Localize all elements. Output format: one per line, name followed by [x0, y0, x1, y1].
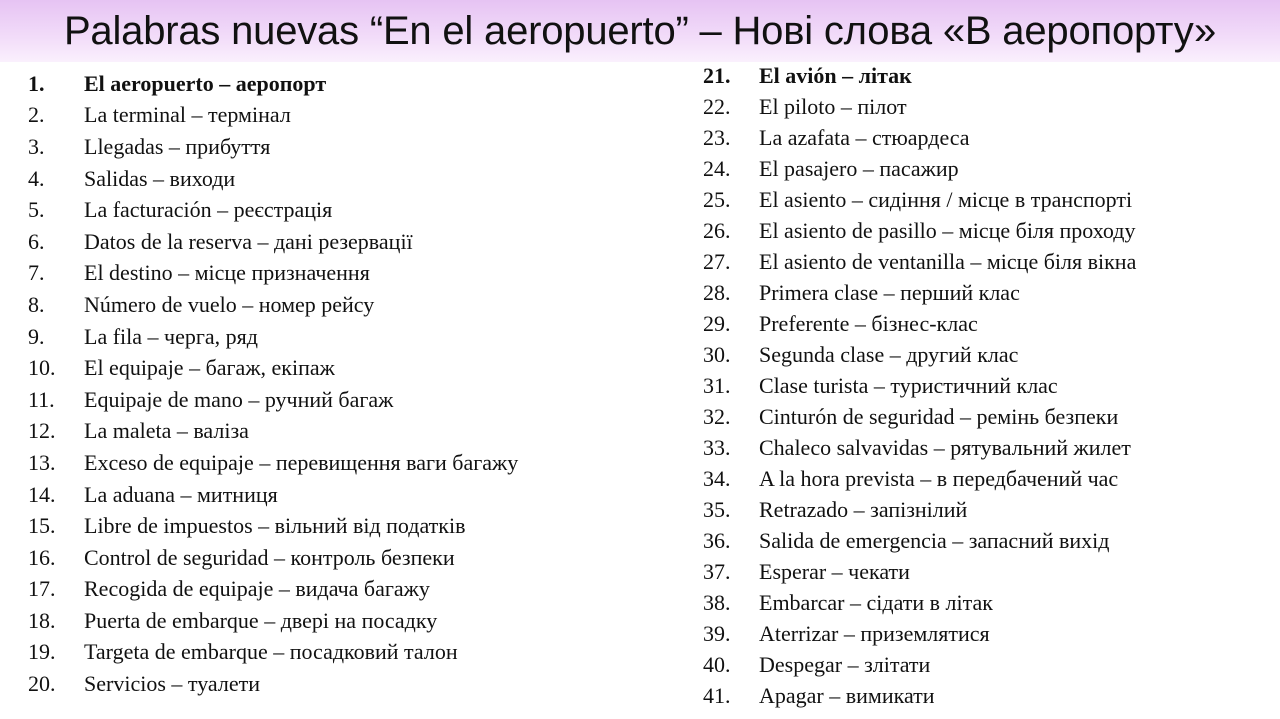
item-number: 27. — [703, 248, 731, 274]
item-number: 22. — [703, 93, 731, 119]
item-text: La terminal – термінал — [84, 102, 291, 128]
item-text: La fila – черга, ряд — [84, 323, 258, 349]
item-number: 41. — [703, 682, 731, 708]
item-text: El asiento – сидіння / місце в транспорті — [759, 186, 1133, 212]
item-text: A la hora prevista – в передбачений час — [759, 465, 1119, 491]
vocab-list-item — [28, 637, 518, 669]
item-text: Preferente – бізнес-клас — [759, 310, 978, 336]
item-number: 16. — [28, 544, 56, 570]
item-text: El avión – літак — [759, 62, 912, 88]
vocab-list-item — [703, 277, 1136, 308]
item-number: 18. — [28, 607, 56, 633]
item-number: 13. — [28, 449, 56, 475]
item-number: 9. — [28, 323, 45, 349]
vocab-list-item — [28, 321, 518, 353]
vocab-list-item — [28, 510, 518, 542]
item-number: 29. — [703, 310, 731, 336]
item-text: El piloto – пілот — [759, 93, 907, 119]
item-number: 38. — [703, 589, 731, 615]
item-text: El equipaje – багаж, екіпаж — [84, 355, 335, 381]
item-number: 24. — [703, 155, 731, 181]
item-text: Despegar – злітати — [759, 651, 931, 677]
vocab-list-item — [28, 574, 518, 606]
item-number: 23. — [703, 124, 731, 150]
item-number: 31. — [703, 372, 731, 398]
item-text: Control de seguridad – контроль безпеки — [84, 544, 455, 570]
vocab-list-item — [703, 339, 1136, 370]
item-number: 37. — [703, 558, 731, 584]
item-text: La aduana – митниця — [84, 481, 278, 507]
item-number: 34. — [703, 465, 731, 491]
item-number: 32. — [703, 403, 731, 429]
item-text: Targeta de embarque – посадковий талон — [84, 639, 458, 665]
vocab-list-item — [703, 370, 1136, 401]
item-text: Embarcar – сідати в літак — [759, 589, 993, 615]
item-number: 20. — [28, 671, 56, 697]
item-text: Equipaje de mano – ручний багаж — [84, 386, 394, 412]
vocab-list-item — [703, 60, 1136, 91]
item-text: Llegadas – прибуття — [84, 133, 271, 159]
item-number: 14. — [28, 481, 56, 507]
item-text: Aterrizar – приземлятися — [759, 620, 990, 646]
item-number: 5. — [28, 197, 45, 223]
vocab-list-item — [28, 352, 518, 384]
vocab-list-item — [703, 184, 1136, 215]
item-number: 33. — [703, 434, 731, 460]
item-text: El aeropuerto – аеропорт — [84, 70, 327, 96]
item-number: 40. — [703, 651, 731, 677]
item-text: Retrazado – запізнілий — [759, 496, 968, 522]
item-text: La facturación – реєстрація — [84, 197, 333, 223]
item-number: 17. — [28, 576, 56, 602]
item-text: Cinturón de seguridad – ремінь безпеки — [759, 403, 1119, 429]
vocab-list-item — [28, 163, 518, 195]
item-text: El asiento de ventanilla – місце біля вікна — [759, 248, 1137, 274]
item-number: 26. — [703, 217, 731, 243]
item-text: Chaleco salvavidas – рятувальний жилет — [759, 434, 1131, 460]
vocab-list-item — [703, 91, 1136, 122]
item-text: Recogida de equipaje – видача багажу — [84, 576, 430, 602]
item-number: 3. — [28, 133, 45, 159]
vocab-list-item — [28, 100, 518, 132]
item-number: 2. — [28, 102, 45, 128]
item-number: 21. — [703, 62, 731, 88]
item-text: Segunda clase – другий клас — [759, 341, 1019, 367]
item-number: 10. — [28, 355, 56, 381]
item-number: 4. — [28, 165, 45, 191]
item-text: Primera clase – перший клас — [759, 279, 1020, 305]
item-number: 6. — [28, 228, 45, 254]
item-text: Salida de emergencia – запасний вихід — [759, 527, 1110, 553]
vocab-list-item — [28, 226, 518, 258]
item-text: El destino – місце призначення — [84, 260, 370, 286]
vocab-list-item — [28, 289, 518, 321]
item-number: 35. — [703, 496, 731, 522]
vocab-list-item — [28, 479, 518, 511]
vocab-list-item — [28, 605, 518, 637]
item-number: 25. — [703, 186, 731, 212]
item-number: 7. — [28, 260, 45, 286]
item-number: 39. — [703, 620, 731, 646]
item-text: Exceso de equipaje – перевищення ваги багажу — [84, 449, 519, 475]
vocab-list-item — [703, 463, 1136, 494]
item-number: 1. — [28, 70, 45, 96]
vocab-list-item — [703, 525, 1136, 556]
vocabulary-list-right — [703, 60, 1136, 711]
vocab-list-item — [703, 153, 1136, 184]
item-text: Servicios – туалети — [84, 671, 260, 697]
vocab-list-item — [28, 68, 518, 100]
item-number: 11. — [28, 386, 55, 412]
vocab-list-item — [703, 680, 1136, 711]
item-number: 12. — [28, 418, 56, 444]
page-title: Palabras nuevas “En el aeropuerto” – Нові слова «В аеропорту» — [63, 9, 1217, 53]
item-number: 36. — [703, 527, 731, 553]
item-text: Esperar – чекати — [759, 558, 910, 584]
item-text: El pasajero – пасажир — [759, 155, 959, 181]
item-text: Apagar – вимикати — [759, 682, 935, 708]
vocab-list-item — [28, 542, 518, 574]
item-text: Salidas – виходи — [84, 165, 236, 191]
item-text: La maleta – валіза — [84, 418, 249, 444]
item-text: Datos de la reserva – дані резервації — [84, 228, 413, 254]
vocab-list-item — [28, 384, 518, 416]
item-number: 30. — [703, 341, 731, 367]
vocab-list-item — [703, 432, 1136, 463]
vocab-list-item — [703, 122, 1136, 153]
vocabulary-list-left — [28, 68, 518, 700]
item-text: Clase turista – туристичний клас — [759, 372, 1058, 398]
item-number: 28. — [703, 279, 731, 305]
item-number: 19. — [28, 639, 56, 665]
vocab-list-item — [28, 131, 518, 163]
vocab-list-item — [703, 401, 1136, 432]
vocab-list-item — [703, 308, 1136, 339]
vocab-list-item — [28, 668, 518, 700]
item-text: La azafata – стюардеса — [759, 124, 970, 150]
vocab-list-item — [703, 587, 1136, 618]
vocab-list-item — [703, 215, 1136, 246]
item-text: Número de vuelo – номер рейсу — [84, 291, 375, 317]
item-number: 15. — [28, 513, 56, 539]
item-text: Puerta de embarque – двері на посадку — [84, 607, 438, 633]
vocab-list-item — [28, 194, 518, 226]
vocab-list-item — [28, 258, 518, 290]
item-text: Libre de impuestos – вільний від податків — [84, 513, 466, 539]
vocab-list-item — [28, 447, 518, 479]
vocab-list-item — [703, 556, 1136, 587]
item-number: 8. — [28, 291, 45, 317]
vocab-list-item — [703, 494, 1136, 525]
item-text: El asiento de pasillo – місце біля проходу — [759, 217, 1136, 243]
vocab-list-item — [28, 416, 518, 448]
vocab-list-item — [703, 618, 1136, 649]
vocab-list-item — [703, 649, 1136, 680]
vocab-list-item — [703, 246, 1136, 277]
